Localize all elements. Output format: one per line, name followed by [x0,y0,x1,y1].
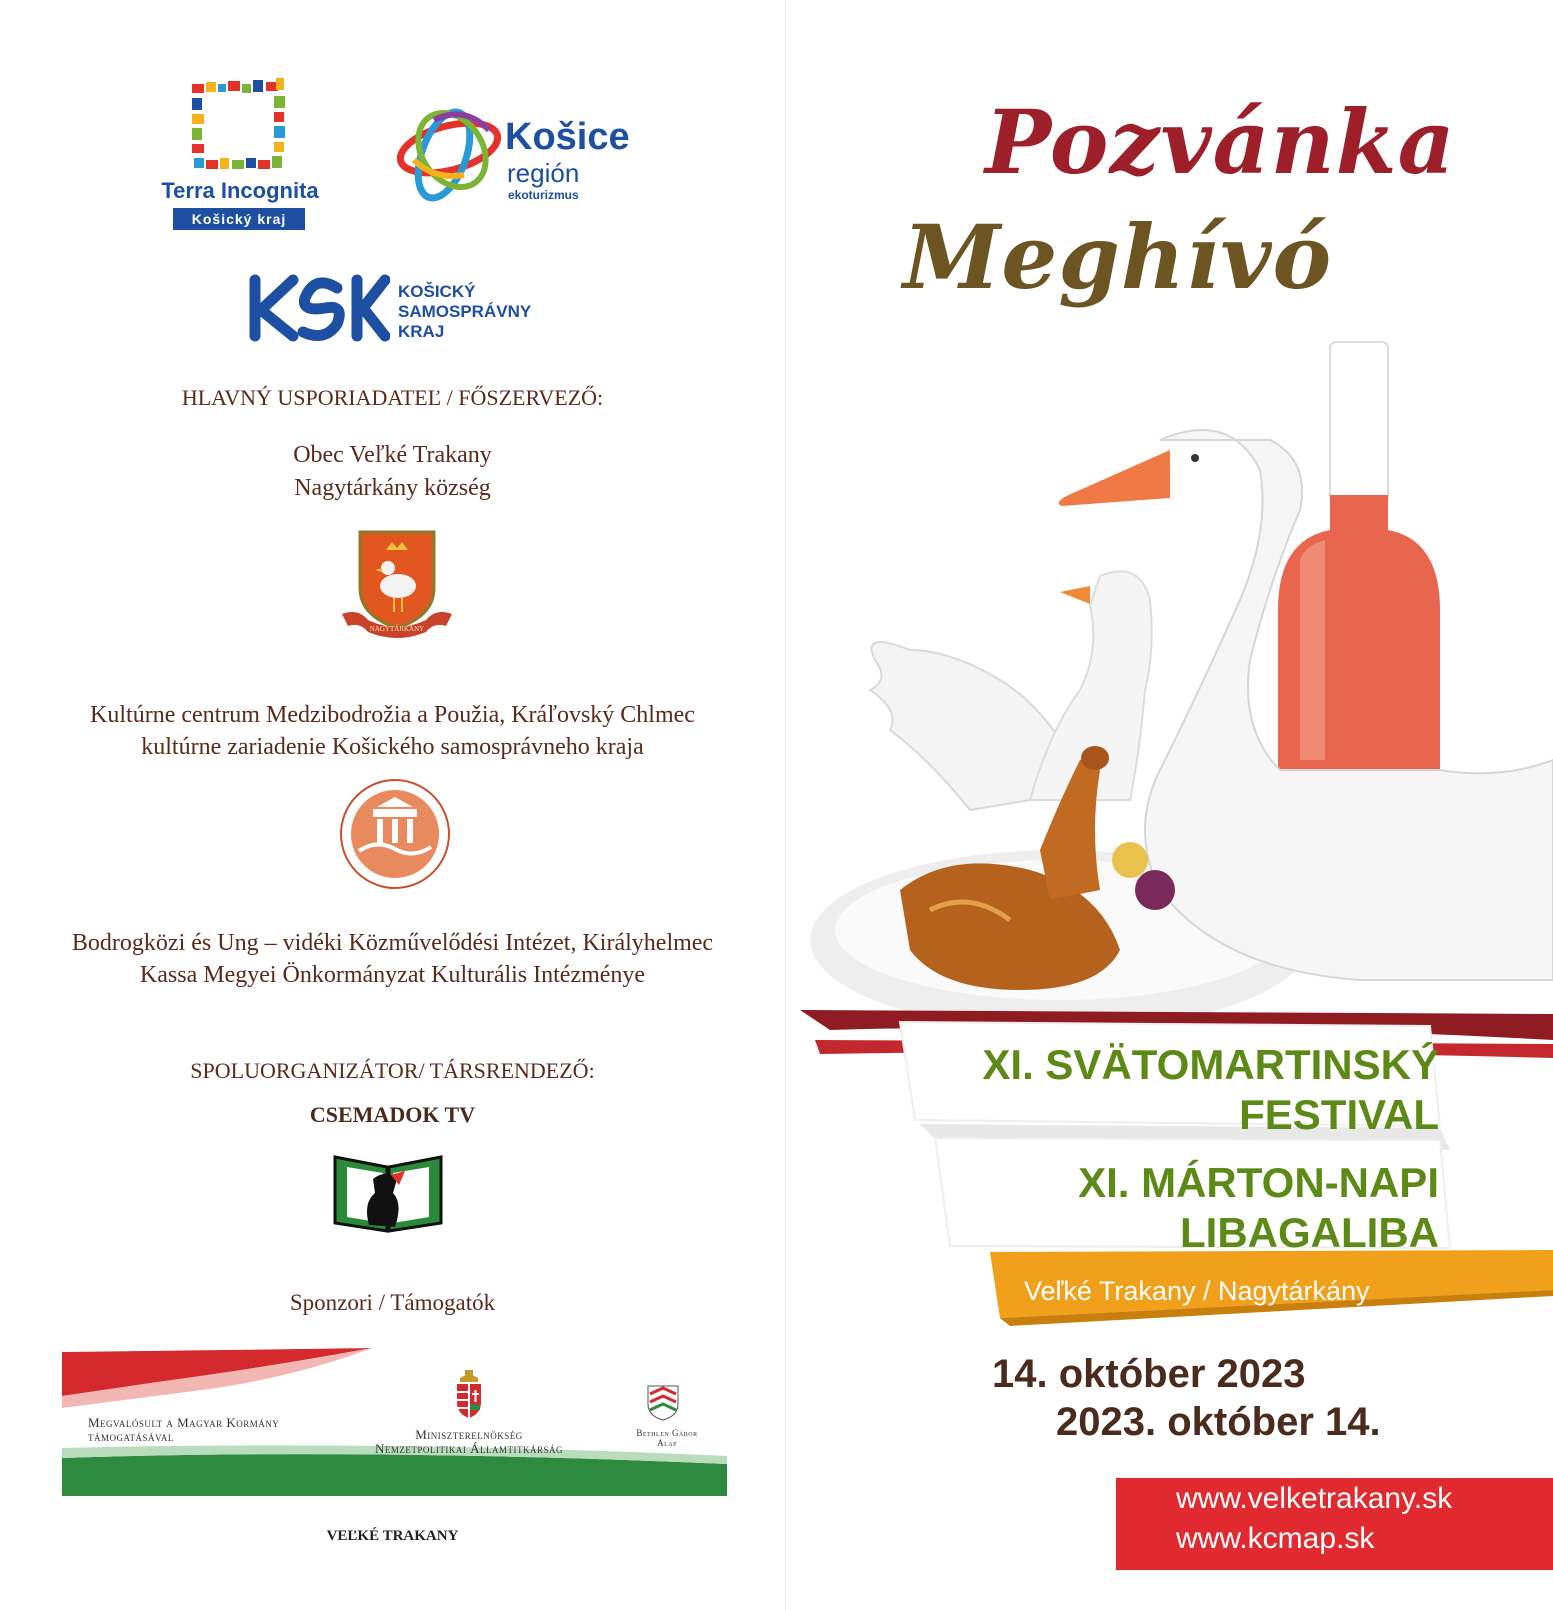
main-organizer-heading: HLAVNÝ USPORIADATEĽ / FŐSZERVEZŐ: [181,385,604,410]
sponsor-government-line1: Megvalósult a Magyar Kormány [88,1415,280,1430]
terra-incognita-name: Terra Incognita [161,178,319,203]
website-link-velketrakany[interactable]: www.velketrakany.sk [1176,1482,1453,1515]
festival-sk-line2: FESTIVAL [1239,1091,1439,1138]
ksk-logo [245,272,390,344]
organizer3-line1: Bodrogközi és Ung – vidéki Közművelődési Intézet, Királyhelmec [71,930,714,956]
festival-sk-line1: XI. SVÄTOMARTINSKÝ [982,1041,1439,1088]
csemadok-logo [333,1153,443,1233]
sponsor-ministry-line1: Miniszterelnökség [415,1427,523,1442]
organizer2-line2: kultúrne zariadenie Košického samosprávneho kraja [141,734,644,760]
title-hungarian: Meghívó [903,205,1333,309]
coat-of-arms-icon [338,528,456,640]
wine-bottle-icon [1278,342,1440,770]
festival-illustration [800,330,1553,1030]
fold-line [785,0,786,1610]
organizer1-line2: Nagytárkány község [294,475,491,501]
kosice-region-eco: ekoturizmus [508,188,579,202]
kosice-region-title: Košice [505,116,630,158]
title-slovak: Pozvánka [985,90,1456,194]
sponsor-ministry-line2: Nemzetpolitikai Államtitkárság [374,1441,563,1456]
kosice-region-sub: región [507,158,580,188]
kcmap-logo [337,777,453,891]
coorganizer-name: CSEMADOK TV [309,1102,476,1127]
organizer3-line2: Kassa Megyei Önkormányzat Kulturális Intézménye [139,962,646,988]
terra-incognita-sub: Košický kraj [173,208,305,230]
terra-incognita-logo [190,78,290,173]
ksk-name [398,282,531,342]
festival-hu-line1: XI. MÁRTON-NAPI [1078,1159,1439,1206]
sponsor-text-bethlen [622,1428,712,1448]
sponsor-text-government [88,1416,279,1444]
organizer1-line1: Obec Veľké Trakany [293,442,492,468]
sponsor-text-ministry [354,1428,584,1456]
date-hungarian: 2023. október 14. [1056,1400,1381,1444]
hungary-crest-icon [454,1370,484,1420]
coorganizer-heading: SPOLUORGANIZÁTOR/ TÁRSRENDEZŐ: [190,1058,595,1083]
date-slovak: 14. október 2023 [992,1352,1306,1396]
bethlen-gabor-logo [646,1384,680,1422]
ksk-name-line3: KRAJ [398,322,445,341]
website-link-kcmap[interactable]: www.kcmap.sk [1176,1522,1375,1555]
sponsor-government-line2: támogatásával [88,1429,174,1444]
sponsor-bethlen-line1: Bethlen Gábor [636,1428,698,1438]
festival-hu-line2: LIBAGALIBA [1180,1209,1439,1256]
kosice-region-logo [394,100,504,210]
footer-village: VEĽKÉ TRAKANY [326,1528,459,1544]
coat-of-arms-ribbon: NAGYTÁRKÁNY [369,625,425,633]
sponsor-bethlen-line2: Alap [657,1438,677,1448]
ksk-name-line2: SAMOSPRÁVNY [398,302,532,321]
sponsor-banner [62,1348,727,1498]
organizer2-line1: Kultúrne centrum Medzibodrožia a Použia, Kráľovský Chlmec [90,702,695,728]
festival-place: Veľké Trakany / Nagytárkány [1024,1276,1370,1306]
ksk-name-line1: KOŠICKÝ [398,282,476,301]
sponsors-heading: Sponzori / Támogatók [289,1290,496,1315]
